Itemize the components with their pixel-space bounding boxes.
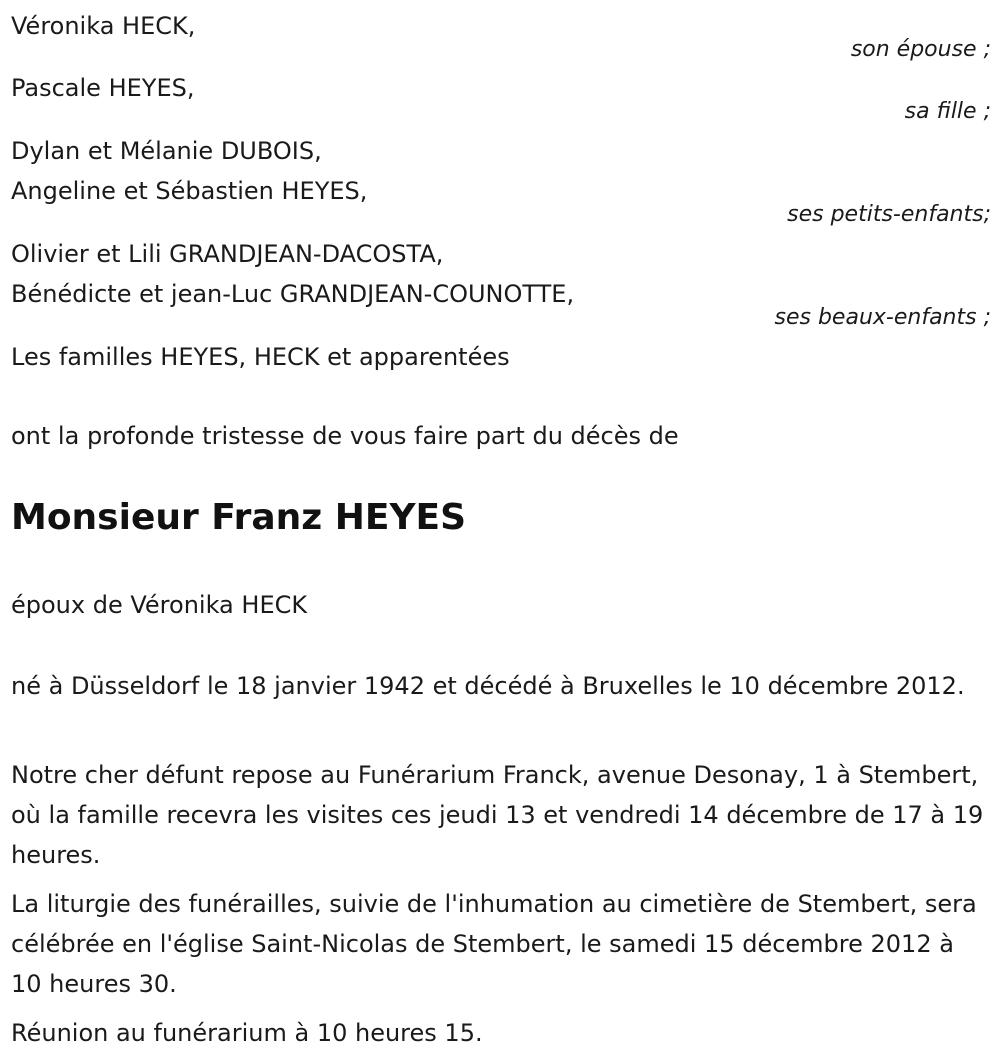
deceased-name: Monsieur Franz HEYES xyxy=(11,497,467,538)
stepchildren-role: ses beaux-enfants ; xyxy=(774,305,991,330)
grandchildren-role: ses petits-enfants; xyxy=(787,202,991,227)
grandchild-line-1: Dylan et Mélanie DUBOIS, xyxy=(11,137,322,165)
funeral-paragraph: La liturgie des funérailles, suivie de l'inhumation au cimetière de Stembert, sera célébrée en l'église Saint-Nicolas de Stembert, le samedi 15 décembre 2012 à 10 heures 30. xyxy=(11,890,977,998)
stepchild-line-1: Olivier et Lili GRANDJEAN-DACOSTA, xyxy=(11,240,444,268)
daughter-name: Pascale HEYES, xyxy=(11,74,195,102)
birth-death-paragraph: né à Düsseldorf le 18 janvier 1942 et décédé à Bruxelles le 10 décembre 2012. xyxy=(11,672,965,700)
spouse-role: son épouse ; xyxy=(850,37,991,62)
families-line: Les familles HEYES, HECK et apparentées xyxy=(11,343,510,371)
spouse-of-line: époux de Véronika HECK xyxy=(11,591,308,619)
spouse-name: Véronika HECK, xyxy=(11,12,196,40)
announcement-text: ont la profonde tristesse de vous faire part du décès de xyxy=(11,422,679,450)
stepchild-line-2: Bénédicte et jean-Luc GRANDJEAN-COUNOTTE, xyxy=(11,280,575,308)
meeting-paragraph: Réunion au funérarium à 10 heures 15. xyxy=(11,1019,483,1047)
visitation-paragraph: Notre cher défunt repose au Funérarium Franck, avenue Desonay, 1 à Stembert, où la famille recevra les visites ces jeudi 13 et vendredi 14 décembre de 17 à 19 heures. xyxy=(11,761,984,869)
daughter-role: sa fille ; xyxy=(904,99,991,124)
grandchild-line-2: Angeline et Sébastien HEYES, xyxy=(11,177,368,205)
